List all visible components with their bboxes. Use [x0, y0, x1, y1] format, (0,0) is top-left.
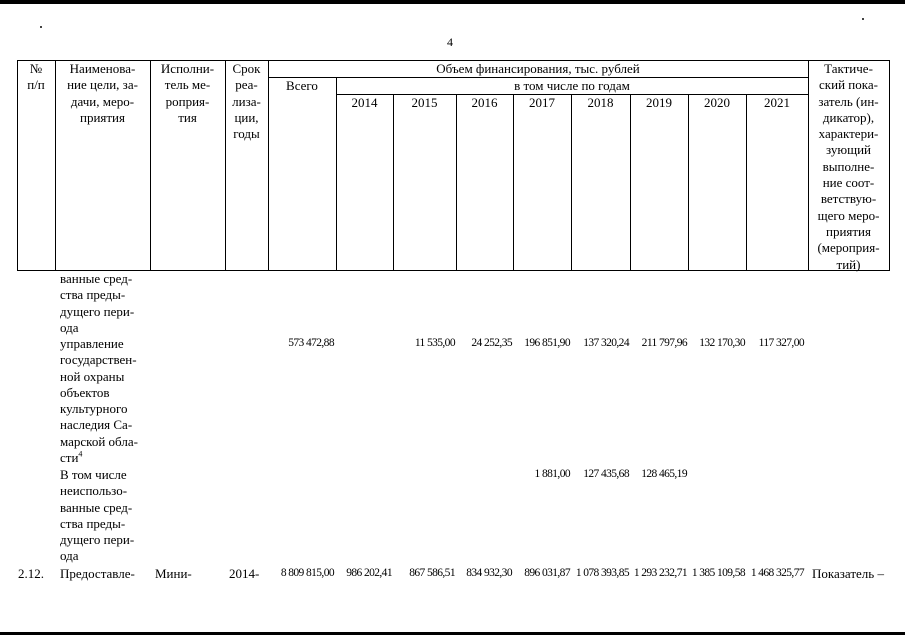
top-border [0, 0, 905, 4]
header-funding: Объем финансирования, тыс. рублей [436, 61, 640, 76]
header-number: № п/п [27, 61, 45, 93]
cell-2020: 1 385 109,58 [691, 567, 745, 579]
cell-2016: 24 252,35 [471, 337, 512, 349]
row-number: 2.12. [18, 566, 44, 581]
cell-2015: 11 535,00 [414, 337, 455, 349]
cell-2021: 1 468 325,77 [750, 567, 804, 579]
cell-2018: 1 078 393,85 [575, 567, 629, 579]
header-year: 2014 [351, 95, 378, 110]
header-year: 2020 [704, 95, 730, 110]
header-year: 2021 [764, 95, 790, 110]
cell-2019: 128 465,19 [641, 468, 687, 480]
row-name: ванные сред- ства преды- дущего пери- ода [60, 271, 135, 335]
footnote-mark: 4 [78, 449, 83, 459]
cell-2017: 896 031,87 [524, 567, 570, 579]
cell-2017: 196 851,90 [524, 337, 570, 349]
scan-speck [40, 26, 42, 28]
row-term: 2014- [229, 566, 260, 581]
page-number: 4 [447, 35, 453, 49]
header-name: Наименова- ние цели, за- дачи, меро- приятия [67, 61, 138, 125]
cell-2020: 132 170,30 [699, 337, 745, 349]
cell-2021: 117 327,00 [758, 337, 804, 349]
cell-2018: 127 435,68 [583, 468, 629, 480]
row-executor: Мини- [155, 566, 192, 581]
cell-2019: 1 293 232,71 [633, 567, 687, 579]
cell-2017: 1 881,00 [534, 468, 570, 480]
bottom-border [0, 632, 905, 635]
cell-2015: 867 586,51 [409, 567, 455, 579]
cell-total: 8 809 815,00 [280, 567, 334, 579]
scan-speck [862, 18, 864, 20]
header-year: 2018 [587, 95, 614, 110]
header-executor: Исполни- тель ме- роприя- тия [160, 61, 215, 125]
row-name: В том числе неиспользо- ванные сред- ства преды- дущего пери- ода [60, 467, 135, 564]
header-indicator: Тактиче- ский пока- затель (ин- дикатор), характери- зующий выполне- ние соот- ветствую- щего меро- приятия (мероприя- тий) [817, 61, 880, 272]
cell-2018: 137 320,24 [583, 337, 629, 349]
cell-2016: 834 932,30 [466, 567, 512, 579]
header-year: 2017 [529, 95, 555, 110]
row-name: Предоставле- [60, 566, 135, 581]
cell-2014: 986 202,41 [346, 567, 392, 579]
header-year: 2016 [471, 95, 498, 110]
row-name: управление государствен- ной охраны объектов культурного наследия Са- марской обла- сти$^4$ [60, 336, 138, 466]
row-indicator: Показатель – [812, 566, 884, 581]
header-by-years: в том числе по годам [514, 78, 630, 93]
header-term: Срок реа- лиза- ции, годы [232, 61, 261, 142]
cell-2019: 211 797,96 [641, 337, 687, 349]
header-year: 2019 [646, 95, 672, 110]
header-year: 2015 [411, 95, 438, 110]
header-total: Всего [286, 78, 318, 93]
cell-total: 573 472,88 [288, 337, 334, 349]
